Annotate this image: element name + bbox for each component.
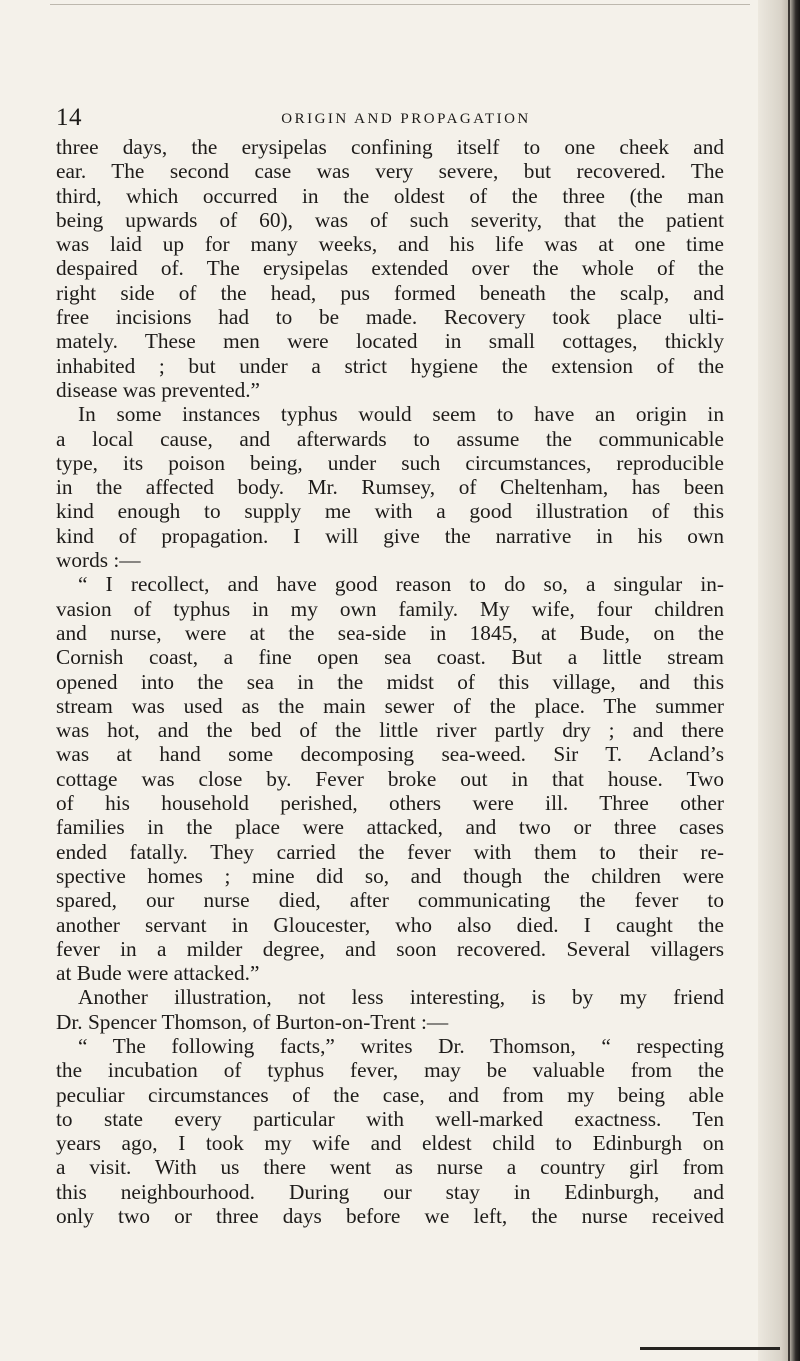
text-line: being upwards of 60), was of such severity, that the patient bbox=[56, 207, 724, 232]
text-line: stream was used as the main sewer of the place. The summer bbox=[56, 693, 724, 718]
text-line: another servant in Gloucester, who also died. I caught the bbox=[56, 912, 724, 937]
top-edge-rule bbox=[50, 4, 750, 5]
text-line: words :— bbox=[56, 548, 141, 573]
text-line: inhabited ; but under a strict hygiene the extension of the bbox=[56, 353, 724, 378]
text-line: the incubation of typhus fever, may be valuable from the bbox=[56, 1058, 724, 1083]
text-line: at Bude were attacked.” bbox=[56, 961, 260, 986]
text-line: vasion of typhus in my own family. My wife, four children bbox=[56, 596, 724, 621]
text-line: “ The following facts,” writes Dr. Thomson, “ respecting bbox=[78, 1033, 724, 1058]
text-line: kind enough to supply me with a good illustration of this bbox=[56, 499, 724, 524]
text-line: this neighbourhood. During our stay in Edinburgh, and bbox=[56, 1179, 724, 1204]
running-head: ORIGIN AND PROPAGATION bbox=[281, 111, 531, 127]
text-line: a visit. With us there went as nurse a country girl from bbox=[56, 1155, 724, 1180]
text-line: Another illustration, not less interesting, is by my friend bbox=[78, 985, 724, 1010]
text-line: kind of propagation. I will give the narrative in his own bbox=[56, 523, 724, 548]
text-line: opened into the sea in the midst of this village, and this bbox=[56, 669, 724, 694]
text-line: disease was prevented.” bbox=[56, 377, 261, 402]
text-line: mately. These men were located in small cottages, thickly bbox=[56, 329, 724, 354]
text-line: In some instances typhus would seem to have an origin in bbox=[78, 402, 724, 427]
text-line: and nurse, were at the sea-side in 1845, at Bude, on the bbox=[56, 620, 724, 645]
binding-line bbox=[788, 0, 790, 1361]
text-line: Cornish coast, a fine open sea coast. But a little stream bbox=[56, 645, 724, 670]
text-line: fever in a milder degree, and soon recovered. Several villagers bbox=[56, 936, 724, 961]
text-line: was laid up for many weeks, and his life was at one time bbox=[56, 232, 724, 257]
bottom-edge-rule bbox=[640, 1347, 780, 1350]
text-line: ended fatally. They carried the fever with them to their re- bbox=[56, 839, 724, 864]
text-line: three days, the erysipelas confining itself to one cheek and bbox=[56, 135, 724, 159]
text-line: third, which occurred in the oldest of the three (the man bbox=[56, 183, 724, 208]
text-line: peculiar circumstances of the case, and from my being able bbox=[56, 1082, 724, 1107]
text-line: of his household perished, others were ill. Three other bbox=[56, 791, 724, 816]
text-line: to state every particular with well-marked exactness. Ten bbox=[56, 1106, 724, 1131]
text-line: spared, our nurse died, after communicating the fever to bbox=[56, 888, 724, 913]
text-line: ear. The second case was very severe, but recovered. The bbox=[56, 159, 724, 184]
text-line: right side of the head, pus formed beneath the scalp, and bbox=[56, 280, 724, 305]
text-line: Dr. Spencer Thomson, of Burton-on-Trent :— bbox=[56, 1009, 449, 1034]
text-line: “ I recollect, and have good reason to do so, a singular in- bbox=[78, 572, 724, 597]
text-line: despaired of. The erysipelas extended over the whole of the bbox=[56, 256, 724, 281]
text-line: free incisions had to be made. Recovery took place ulti- bbox=[56, 305, 724, 330]
text-line: a local cause, and afterwards to assume the communicable bbox=[56, 426, 724, 451]
page-header bbox=[56, 102, 736, 132]
text-line: type, its poison being, under such circumstances, reproducible bbox=[56, 450, 724, 475]
body-text bbox=[56, 135, 724, 1228]
text-line: only two or three days before we left, the nurse received bbox=[56, 1204, 724, 1229]
text-line: in the affected body. Mr. Rumsey, of Cheltenham, has been bbox=[56, 475, 724, 500]
text-line: years ago, I took my wife and eldest child to Edinburgh on bbox=[56, 1131, 724, 1156]
text-line: was hot, and the bed of the little river partly dry ; and there bbox=[56, 718, 724, 743]
page-number: 14 bbox=[56, 104, 82, 131]
page-binding-edge bbox=[758, 0, 800, 1361]
text-line: was at hand some decomposing sea-weed. Sir T. Acland’s bbox=[56, 742, 724, 767]
text-line: cottage was close by. Fever broke out in that house. Two bbox=[56, 766, 724, 791]
text-line: families in the place were attacked, and two or three cases bbox=[56, 815, 724, 840]
text-line: spective homes ; mine did so, and though the children were bbox=[56, 863, 724, 888]
